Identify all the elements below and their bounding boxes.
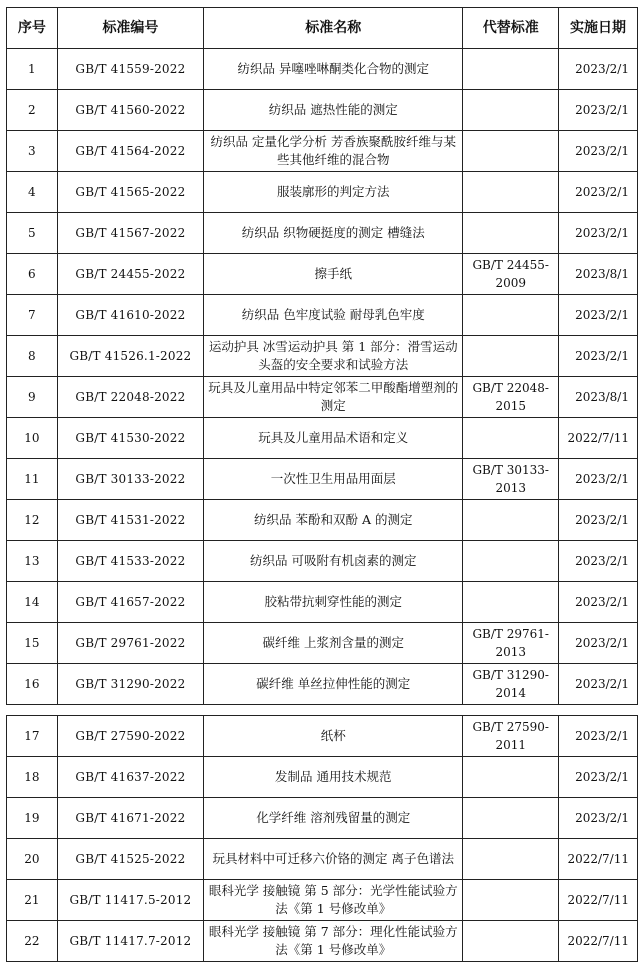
cell-standard-code: GB/T 41533-2022 <box>57 541 203 582</box>
cell-standard-name: 玩具及儿童用品术语和定义 <box>204 418 463 459</box>
cell-replaced-standard: GB/T 27590-2011 <box>463 716 559 757</box>
cell-standard-code: GB/T 41637-2022 <box>57 757 203 798</box>
cell-effective-date: 2023/2/1 <box>559 336 638 377</box>
cell-standard-code: GB/T 41610-2022 <box>57 295 203 336</box>
table-body-part2 <box>7 716 638 962</box>
cell-replaced-standard <box>463 500 559 541</box>
cell-standard-code: GB/T 22048-2022 <box>57 377 203 418</box>
cell-no: 2 <box>7 90 58 131</box>
cell-standard-name: 化学纤维 溶剂残留量的测定 <box>204 798 463 839</box>
cell-effective-date: 2022/7/11 <box>559 839 638 880</box>
cell-effective-date: 2023/2/1 <box>559 500 638 541</box>
table-row <box>7 336 638 377</box>
cell-replaced-standard <box>463 213 559 254</box>
cell-standard-name: 发制品 通用技术规范 <box>204 757 463 798</box>
cell-effective-date: 2023/2/1 <box>559 757 638 798</box>
cell-replaced-standard: GB/T 22048-2015 <box>463 377 559 418</box>
cell-effective-date: 2023/2/1 <box>559 49 638 90</box>
cell-replaced-standard <box>463 418 559 459</box>
cell-no: 20 <box>7 839 58 880</box>
table-row <box>7 716 638 757</box>
table-row <box>7 90 638 131</box>
cell-no: 11 <box>7 459 58 500</box>
table-row <box>7 541 638 582</box>
cell-standard-name: 纺织品 苯酚和双酚 A 的测定 <box>204 500 463 541</box>
cell-replaced-standard <box>463 798 559 839</box>
cell-replaced-standard <box>463 49 559 90</box>
cell-replaced-standard <box>463 582 559 623</box>
cell-standard-name: 擦手纸 <box>204 254 463 295</box>
cell-standard-name: 纺织品 可吸附有机卤素的测定 <box>204 541 463 582</box>
cell-replaced-standard <box>463 880 559 921</box>
header-date: 实施日期 <box>559 8 638 49</box>
cell-standard-code: GB/T 24455-2022 <box>57 254 203 295</box>
cell-effective-date: 2023/2/1 <box>559 213 638 254</box>
cell-no: 7 <box>7 295 58 336</box>
cell-replaced-standard <box>463 839 559 880</box>
cell-effective-date: 2022/7/11 <box>559 921 638 962</box>
header-name: 标准名称 <box>204 8 463 49</box>
cell-standard-name: 玩具材料中可迁移六价铬的测定 离子色谱法 <box>204 839 463 880</box>
cell-standard-name: 碳纤维 单丝拉伸性能的测定 <box>204 664 463 705</box>
cell-effective-date: 2023/2/1 <box>559 459 638 500</box>
cell-standard-code: GB/T 11417.5-2012 <box>57 880 203 921</box>
cell-replaced-standard: GB/T 29761-2013 <box>463 623 559 664</box>
cell-standard-name: 纺织品 异噻唑啉酮类化合物的测定 <box>204 49 463 90</box>
cell-effective-date: 2023/2/1 <box>559 582 638 623</box>
cell-standard-code: GB/T 41567-2022 <box>57 213 203 254</box>
cell-effective-date: 2023/2/1 <box>559 798 638 839</box>
table-row <box>7 880 638 921</box>
cell-standard-code: GB/T 30133-2022 <box>57 459 203 500</box>
cell-standard-name: 玩具及儿童用品中特定邻苯二甲酸酯增塑剂的测定 <box>204 377 463 418</box>
table-row <box>7 459 638 500</box>
table-row <box>7 377 638 418</box>
cell-standard-code: GB/T 41525-2022 <box>57 839 203 880</box>
cell-no: 5 <box>7 213 58 254</box>
cell-no: 17 <box>7 716 58 757</box>
table-row <box>7 623 638 664</box>
cell-standard-name: 胶粘带抗刺穿性能的测定 <box>204 582 463 623</box>
cell-standard-code: GB/T 11417.7-2012 <box>57 921 203 962</box>
cell-effective-date: 2022/7/11 <box>559 880 638 921</box>
table-row <box>7 798 638 839</box>
cell-no: 21 <box>7 880 58 921</box>
cell-replaced-standard <box>463 131 559 172</box>
table-body-part1 <box>7 49 638 705</box>
cell-replaced-standard: GB/T 24455-2009 <box>463 254 559 295</box>
cell-standard-name: 碳纤维 上浆剂含量的测定 <box>204 623 463 664</box>
cell-standard-name: 纺织品 织物硬挺度的测定 槽缝法 <box>204 213 463 254</box>
cell-no: 8 <box>7 336 58 377</box>
table-row <box>7 213 638 254</box>
header-code: 标准编号 <box>57 8 203 49</box>
cell-standard-code: GB/T 29761-2022 <box>57 623 203 664</box>
cell-standard-name: 纺织品 定量化学分析 芳香族聚酰胺纤维与某些其他纤维的混合物 <box>204 131 463 172</box>
standards-table-part1 <box>6 7 638 705</box>
cell-replaced-standard <box>463 921 559 962</box>
cell-standard-code: GB/T 31290-2022 <box>57 664 203 705</box>
table-row <box>7 172 638 213</box>
cell-standard-name: 纸杯 <box>204 716 463 757</box>
table-row <box>7 131 638 172</box>
cell-effective-date: 2023/2/1 <box>559 172 638 213</box>
cell-standard-name: 运动护具 冰雪运动护具 第 1 部分：滑雪运动头盔的安全要求和试验方法 <box>204 336 463 377</box>
cell-standard-name: 一次性卫生用品用面层 <box>204 459 463 500</box>
cell-replaced-standard <box>463 757 559 798</box>
cell-no: 16 <box>7 664 58 705</box>
cell-standard-name: 服装廓形的判定方法 <box>204 172 463 213</box>
cell-no: 19 <box>7 798 58 839</box>
cell-standard-name: 纺织品 色牢度试验 耐母乳色牢度 <box>204 295 463 336</box>
table-row <box>7 500 638 541</box>
cell-standard-code: GB/T 41560-2022 <box>57 90 203 131</box>
table-row <box>7 921 638 962</box>
cell-no: 10 <box>7 418 58 459</box>
cell-no: 1 <box>7 49 58 90</box>
cell-effective-date: 2023/2/1 <box>559 90 638 131</box>
cell-no: 12 <box>7 500 58 541</box>
cell-standard-code: GB/T 27590-2022 <box>57 716 203 757</box>
table-row <box>7 254 638 295</box>
table-row <box>7 757 638 798</box>
cell-replaced-standard <box>463 336 559 377</box>
cell-no: 14 <box>7 582 58 623</box>
cell-effective-date: 2023/2/1 <box>559 623 638 664</box>
cell-no: 9 <box>7 377 58 418</box>
cell-standard-code: GB/T 41565-2022 <box>57 172 203 213</box>
cell-standard-code: GB/T 41559-2022 <box>57 49 203 90</box>
table-row <box>7 582 638 623</box>
table-row <box>7 839 638 880</box>
cell-no: 4 <box>7 172 58 213</box>
header-replaced: 代替标准 <box>463 8 559 49</box>
cell-replaced-standard: GB/T 30133-2013 <box>463 459 559 500</box>
cell-no: 13 <box>7 541 58 582</box>
cell-effective-date: 2023/8/1 <box>559 254 638 295</box>
cell-no: 6 <box>7 254 58 295</box>
cell-standard-code: GB/T 41526.1-2022 <box>57 336 203 377</box>
cell-replaced-standard <box>463 172 559 213</box>
cell-replaced-standard <box>463 90 559 131</box>
header-row <box>7 8 638 49</box>
cell-effective-date: 2023/2/1 <box>559 131 638 172</box>
cell-standard-name: 纺织品 遮热性能的测定 <box>204 90 463 131</box>
cell-replaced-standard <box>463 295 559 336</box>
cell-replaced-standard: GB/T 31290-2014 <box>463 664 559 705</box>
table-row <box>7 418 638 459</box>
cell-effective-date: 2023/2/1 <box>559 295 638 336</box>
table-row <box>7 295 638 336</box>
cell-standard-code: GB/T 41531-2022 <box>57 500 203 541</box>
cell-no: 22 <box>7 921 58 962</box>
cell-no: 18 <box>7 757 58 798</box>
cell-effective-date: 2022/7/11 <box>559 418 638 459</box>
cell-effective-date: 2023/2/1 <box>559 716 638 757</box>
cell-effective-date: 2023/2/1 <box>559 664 638 705</box>
cell-effective-date: 2023/8/1 <box>559 377 638 418</box>
cell-standard-code: GB/T 41530-2022 <box>57 418 203 459</box>
table-row <box>7 664 638 705</box>
cell-effective-date: 2023/2/1 <box>559 541 638 582</box>
cell-replaced-standard <box>463 541 559 582</box>
cell-no: 15 <box>7 623 58 664</box>
cell-standard-name: 眼科光学 接触镜 第 5 部分：光学性能试验方法《第 1 号修改单》 <box>204 880 463 921</box>
cell-standard-code: GB/T 41564-2022 <box>57 131 203 172</box>
cell-no: 3 <box>7 131 58 172</box>
cell-standard-code: GB/T 41671-2022 <box>57 798 203 839</box>
standards-table-part2 <box>6 715 638 962</box>
header-no: 序号 <box>7 8 58 49</box>
cell-standard-code: GB/T 41657-2022 <box>57 582 203 623</box>
table-row <box>7 49 638 90</box>
cell-standard-name: 眼科光学 接触镜 第 7 部分：理化性能试验方法《第 1 号修改单》 <box>204 921 463 962</box>
